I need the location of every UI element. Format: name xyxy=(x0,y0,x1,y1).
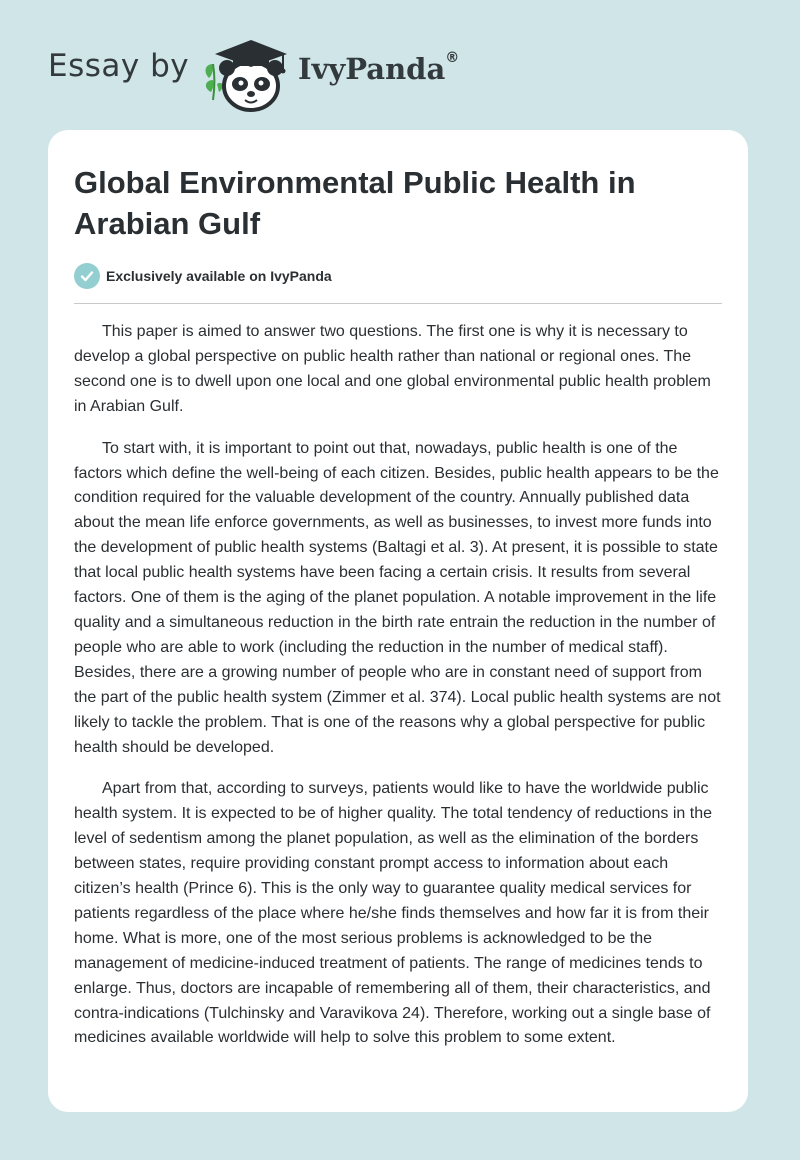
essay-by-label: Essay by xyxy=(48,48,190,84)
brand-name xyxy=(298,52,459,86)
essay-body xyxy=(74,320,724,1068)
essay-paragraph: This paper is aimed to answer two questions. The first one is why it is necessary to develop a global perspective on public health rather than national or regional ones. The second one is to dwell upon one local and one global environmental public health problem in Arabian Gulf. xyxy=(74,323,711,415)
registered-mark: ® xyxy=(445,50,460,66)
panda-graduate-icon xyxy=(201,34,295,112)
brand-name-text: IvyPanda xyxy=(298,52,446,86)
essay-paragraph: To start with, it is important to point out that, nowadays, public health is one of the factors which define the well-being of each citizen. Besides, public health appears to be the condition required for the valuable development of the country. Annually published data about the mean life enforce governments, as well as businesses, to invest more funds into the development of public health systems (Baltagi et al. 3). At present, it is possible to state that local public health systems have been facing a certain crisis. It results from several factors. One of them is the aging of the planet population. A notable improvement in the life quality and a simultaneous reduction in the birth rate entrain the reduction in the number of people who are able to work (including the reduction in the number of medical staff). Besides, there are a growing number of people who are in constant need of support from the part of the public health system (Zimmer et al. 374). Local public health systems are not likely to tackle the problem. That is one of the reasons why a global perspective for public health should be developed. xyxy=(74,439,721,756)
checkmark-glyph xyxy=(80,269,94,283)
exclusive-badge xyxy=(74,262,332,290)
essay-paragraph: Apart from that, according to surveys, patients would like to have the worldwide public health system. It is expected to be of higher quality. The total tendency of reductions in the level of sedentism among the planet population, as well as the elimination of the borders between states, require providing constant prompt access to information about each citizen’s health (Prince 6). This is the only way to guarantee quality medical services for patients regardless of the place where he/she finds themselves and how far it is from their home. What is more, one of the most serious problems is acknowledged to be the management of medicine-induced treatment of patients. The range of medicines tends to enlarge. Thus, doctors are incapable of remembering all of them, their characteristics, and contra-indications (Tulchinsky and Varavikova 24). Therefore, working out a single base of medicines available worldwide will help to solve this problem to some extent. xyxy=(74,780,713,1047)
exclusive-badge-label: Exclusively available on IvyPanda xyxy=(106,268,332,284)
essay-card xyxy=(48,130,748,1112)
title-divider xyxy=(74,303,722,304)
essay-title: Global Environmental Public Health in Arabian Gulf xyxy=(74,165,636,241)
site-header xyxy=(48,30,508,112)
check-circle-icon xyxy=(74,263,100,289)
